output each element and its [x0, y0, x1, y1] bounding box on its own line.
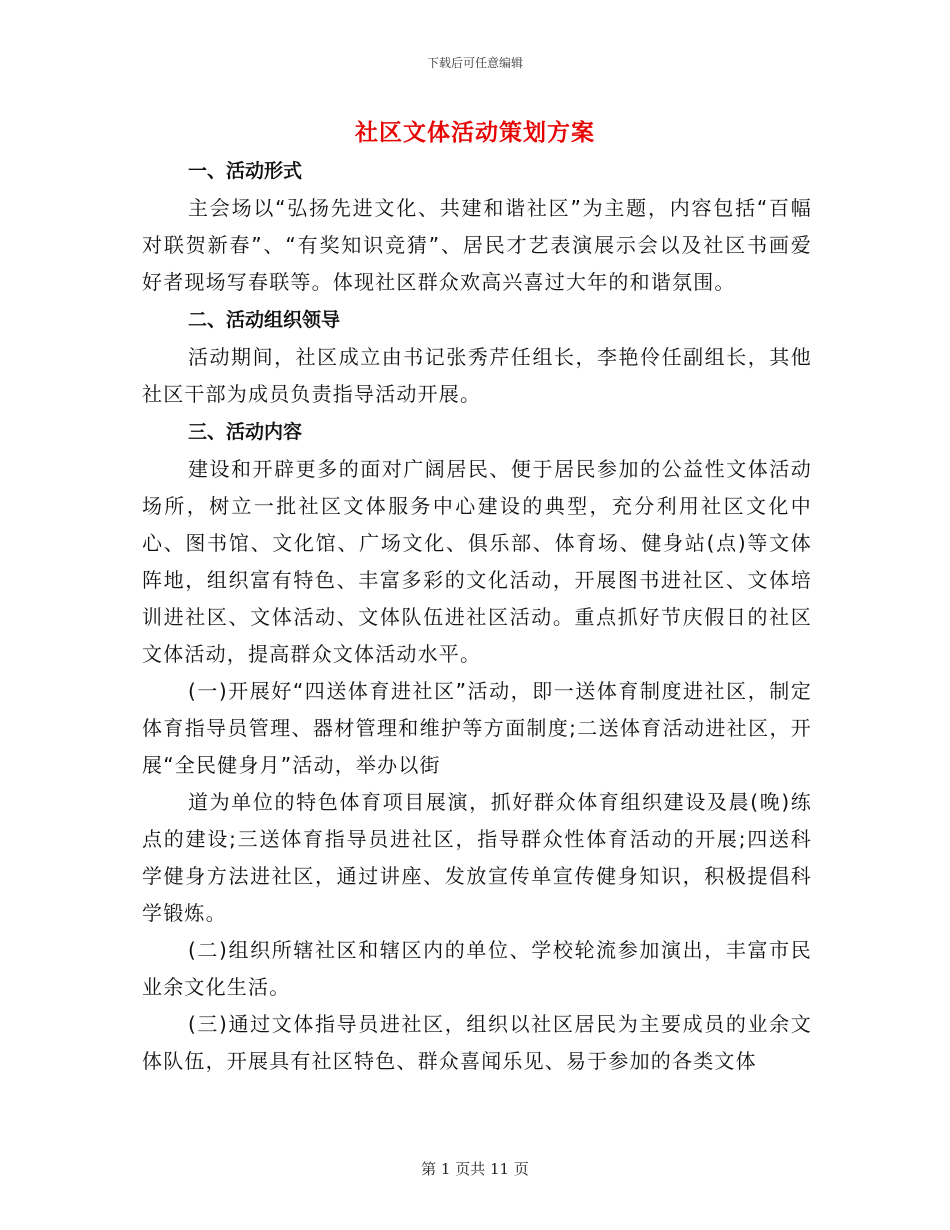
- paragraph: 建设和开辟更多的面对广阔居民、便于居民参加的公益性文体活动场所，树立一批社区文体服务中心建设的典型，充分利用社区文化中心、图书馆、文化馆、广场文化、俱乐部、体育场、健身站(点)等文体阵地，组织富有特色、丰富多彩的文化活动，开展图书进社区、文体培训进社区、文体活动、文体队伍进社区活动。重点抓好节庆假日的社区文体活动，提高群众文体活动水平。: [142, 457, 812, 666]
- section-heading-leadership: 二、活动组织领导: [188, 309, 341, 331]
- paragraph: 活动期间，社区成立由书记张秀芹任组长，李艳伶任副组长，其他社区干部为成员负责指导活动开展。: [142, 345, 812, 406]
- section-heading-form: 一、活动形式: [188, 160, 303, 182]
- section-heading-content: 三、活动内容: [188, 421, 303, 443]
- document-title: 社区文体活动策划方案: [355, 120, 595, 146]
- paragraph: 道为单位的特色体育项目展演，抓好群众体育组织建设及晨(晚)练点的建设;三送体育指导员进社区，指导群众性体育活动的开展;四送科学健身方法进社区，通过讲座、发放宣传单宣传健身知识，积极提倡科学锻炼。: [142, 790, 812, 925]
- page-number: 第 1 页共 11 页: [421, 1160, 529, 1178]
- paragraph: (二)组织所辖社区和辖区内的单位、学校轮流参加演出，丰富市民业余文化生活。: [142, 938, 812, 999]
- paragraph: (一)开展好“四送体育进社区”活动，即一送体育制度进社区，制定体育指导员管理、器材管理和维护等方面制度;二送体育活动进社区，开展“全民健身月”活动，举办以街: [142, 679, 812, 777]
- paragraph: 主会场以“弘扬先进文化、共建和谐社区”为主题，内容包括“百幅对联贺新春”、“有奖知识竞猜”、居民才艺表演展示会以及社区书画爱好者现场写春联等。体现社区群众欢高兴喜过大年的和谐氛围。: [142, 196, 812, 294]
- document-body: [142, 152, 812, 1080]
- header-note: 下载后可任意编辑: [426, 56, 523, 70]
- paragraph: (三)通过文体指导员进社区，组织以社区居民为主要成员的业余文体队伍，开展具有社区特色、群众喜闻乐见、易于参加的各类文体: [142, 1012, 812, 1073]
